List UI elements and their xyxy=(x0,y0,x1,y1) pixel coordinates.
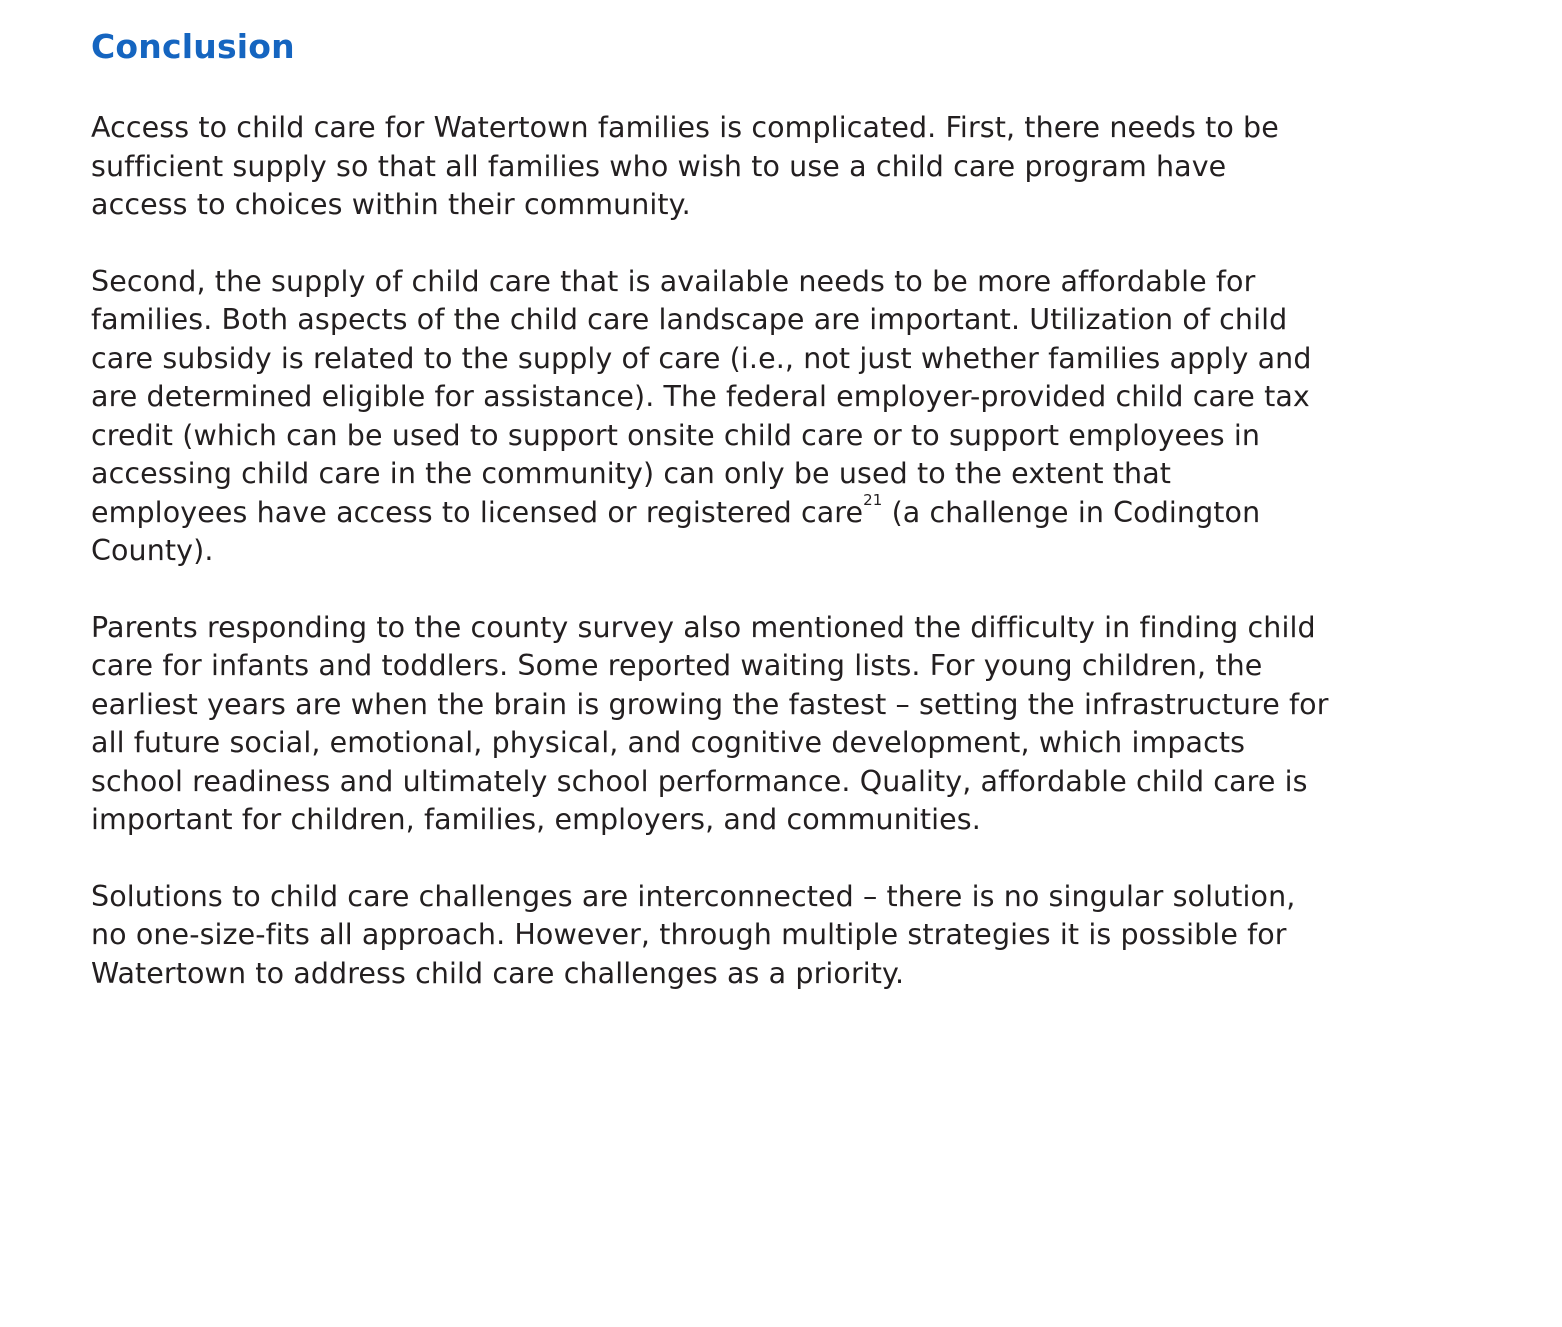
text-line: important for children, families, employers, and communities. xyxy=(91,803,981,836)
text-line: Second, the supply of child care that is available needs to be more affordable for xyxy=(91,264,1256,298)
text-line: care subsidy is related to the supply of care (i.e., not just whether families apply and xyxy=(91,341,1312,375)
text-line: Parents responding to the county survey also mentioned the difficulty in finding child xyxy=(91,610,1316,644)
text-line: accessing child care in the community) can only be used to the extent that xyxy=(91,457,1172,490)
text-line: no one-size-fits all approach. However, through multiple strategies it is possible for xyxy=(91,918,1287,951)
footnote-line-text: employees have access to licensed or registered care xyxy=(91,495,864,529)
paragraph-infants-toddlers xyxy=(91,609,1491,840)
text-line: care for infants and toddlers. Some reported waiting lists. For young children, the xyxy=(91,649,1263,682)
text-line: sufficient supply so that all families who wish to use a child care program have xyxy=(91,149,1227,183)
text-line-with-footnote xyxy=(91,490,1491,533)
text-line: Access to child care for Watertown families is complicated. First, there needs to be xyxy=(91,111,1279,144)
text-line: are determined eligible for assistance). The federal employer-provided child care tax xyxy=(91,380,1310,413)
paragraph-solutions xyxy=(91,878,1491,994)
text-line: Watertown to address child care challenges as a priority. xyxy=(91,956,905,990)
document-page xyxy=(91,24,1491,1031)
paragraph-affordability xyxy=(91,263,1491,571)
text-line: credit (which can be used to support onsite child care or to support employees in xyxy=(91,418,1261,452)
footnote-line-continuation: (a challenge in Codington xyxy=(882,495,1261,529)
text-line: access to choices within their community. xyxy=(91,188,691,221)
text-line: families. Both aspects of the child care landscape are important. Utilization of child xyxy=(91,303,1288,336)
text-line: County). xyxy=(91,534,214,567)
text-line: Solutions to child care challenges are interconnected – there is no singular solution, xyxy=(91,879,1296,913)
text-line: school readiness and ultimately school performance. Quality, affordable child care is xyxy=(91,764,1308,798)
text-line: all future social, emotional, physical, and cognitive development, which impacts xyxy=(91,726,1246,759)
text-line: earliest years are when the brain is growing the fastest – setting the infrastructure for xyxy=(91,687,1329,721)
section-heading: Conclusion xyxy=(91,27,295,66)
paragraph-access xyxy=(91,109,1491,225)
footnote-reference[interactable]: 21 xyxy=(863,490,883,509)
